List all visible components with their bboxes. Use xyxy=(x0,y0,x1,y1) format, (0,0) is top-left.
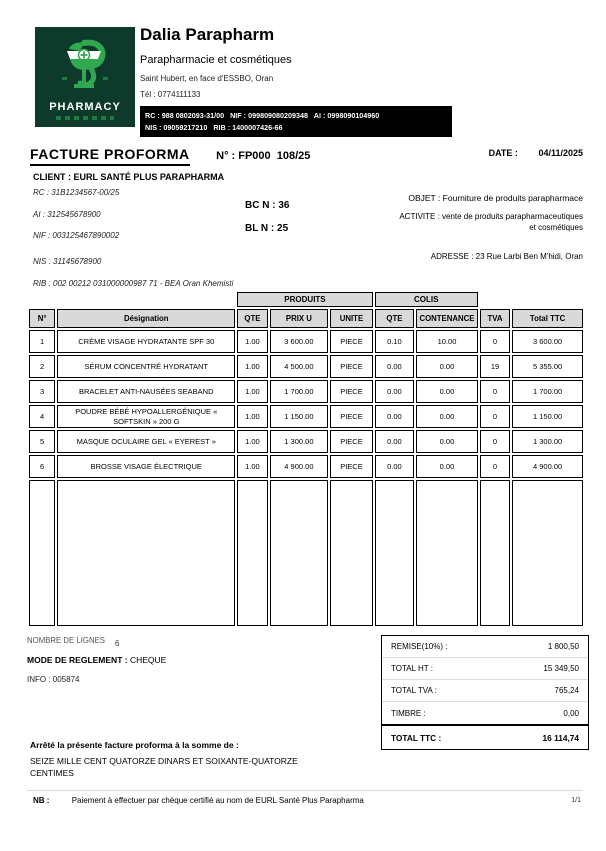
group-spacer-left xyxy=(29,292,235,307)
cell-qte-colis: 0.10 xyxy=(375,330,414,353)
totals-box xyxy=(381,635,589,750)
client-ai: AI : 312545678900 xyxy=(33,209,101,219)
cell-total-ttc: 1 700.00 xyxy=(512,380,583,403)
total-row-tva xyxy=(382,680,588,702)
total-tva-value: 765,24 xyxy=(554,686,579,695)
group-header-row xyxy=(29,292,583,307)
cell-num: 3 xyxy=(29,380,55,403)
table-row xyxy=(29,355,583,378)
cell-unite: PIECE xyxy=(330,455,372,478)
company-header xyxy=(140,25,460,137)
cell-tva: 0 xyxy=(480,380,510,403)
cell-total-ttc: 3 600.00 xyxy=(512,330,583,353)
table-row xyxy=(29,405,583,428)
payment-mode-value: CHEQUE xyxy=(129,655,167,665)
cell-qte: 1.00 xyxy=(237,355,267,378)
timbre-value: 0,00 xyxy=(563,708,579,718)
cell-qte-colis: 0.00 xyxy=(375,355,414,378)
total-row-timbre xyxy=(382,702,588,724)
payment-mode-label: MODE DE REGLEMENT : xyxy=(27,655,128,665)
legal-line-2: NIS : 09059217210 RIB : 1400007426-66 xyxy=(145,122,283,132)
info-number: INFO : 005874 xyxy=(27,675,80,684)
cell-qte-colis: 0.00 xyxy=(375,430,414,453)
cell-designation: BRACELET ANTI-NAUSÉES SEABAND xyxy=(57,380,235,403)
company-tagline: Parapharmacie et cosmétiques xyxy=(140,54,292,66)
order-references xyxy=(245,200,289,246)
col-header-contenance: CONTENANCE xyxy=(416,309,478,328)
activite-line-2: et cosmétiques xyxy=(529,222,583,232)
cell-designation: SÉRUM CONCENTRÉ HYDRATANT xyxy=(57,355,235,378)
col-header-unite: UNITE xyxy=(330,309,372,328)
invoice-title-row xyxy=(30,146,583,166)
company-legal-bar xyxy=(140,106,452,137)
payment-mode xyxy=(27,655,166,665)
cell-contenance: 0.00 xyxy=(416,355,478,378)
bl-number: BL N : 25 xyxy=(245,223,289,234)
cell-prix-u: 3 600.00 xyxy=(270,330,329,353)
amount-intro: Arrêté la présente facture proforma à la somme de : xyxy=(30,740,239,750)
cell-designation: BROSSE VISAGE ÉLECTRIQUE xyxy=(57,455,235,478)
cell-unite: PIECE xyxy=(330,330,372,353)
cell-prix-u: 1 300.00 xyxy=(270,430,329,453)
lines-count xyxy=(27,636,166,648)
cell-total-ttc: 4 900.00 xyxy=(512,455,583,478)
invoice-date xyxy=(489,148,583,158)
cell-qte-colis: 0.00 xyxy=(375,455,414,478)
col-header-tva: TVA xyxy=(480,309,510,328)
empty-filler-row xyxy=(29,480,583,626)
amount-words-line-2: CENTIMES xyxy=(30,768,74,779)
bc-number: BC N : 36 xyxy=(245,200,290,211)
cell-total-ttc: 1 150.00 xyxy=(512,405,583,428)
cell-contenance: 0.00 xyxy=(416,455,478,478)
summary-left-block xyxy=(27,636,166,684)
total-row-ht xyxy=(382,658,588,680)
col-header-total-ttc: Total TTC xyxy=(512,309,583,328)
table-row xyxy=(29,455,583,478)
group-colis: COLIS xyxy=(375,292,478,307)
nb-label: NB : xyxy=(33,796,50,805)
date-label: DATE : xyxy=(488,148,518,158)
logo-subtext-decoration xyxy=(56,116,114,120)
cell-tva: 0 xyxy=(480,330,510,353)
cell-tva: 0 xyxy=(480,430,510,453)
cell-num: 4 xyxy=(29,405,55,428)
cell-designation: MASQUE OCULAIRE GEL « EYEREST » xyxy=(57,430,235,453)
client-name-line: CLIENT : EURL SANTÉ PLUS PARAPHARMA xyxy=(33,172,225,182)
adresse-line: ADRESSE : 23 Rue Larbi Ben M'hidi, Oran xyxy=(430,251,583,261)
cell-contenance: 0.00 xyxy=(416,380,478,403)
pharmacy-bowl-icon xyxy=(54,37,116,99)
cell-prix-u: 1 700.00 xyxy=(270,380,329,403)
nb-note xyxy=(33,796,583,805)
total-tva-label: TOTAL TVA : xyxy=(391,686,437,695)
invoice-number: N° : FP000 108/25 xyxy=(216,150,311,162)
cell-tva: 0 xyxy=(480,455,510,478)
cell-qte: 1.00 xyxy=(237,430,267,453)
cell-designation: CRÈME VISAGE HYDRATANTE SPF 30 xyxy=(57,330,235,353)
col-header-qte: QTE xyxy=(237,309,267,328)
date-value: 04/11/2025 xyxy=(538,148,583,158)
col-header-designation: Désignation xyxy=(57,309,235,328)
cell-tva: 19 xyxy=(480,355,510,378)
cell-num: 6 xyxy=(29,455,55,478)
company-logo xyxy=(35,27,135,127)
remise-label: REMISE(10%) : xyxy=(391,642,448,651)
nb-text: Paiement à effectuer par chèque certifié au nom de EURL Santé Plus Parapharma xyxy=(71,796,364,805)
order-info xyxy=(323,193,583,261)
activite-line xyxy=(323,212,583,234)
remise-value: 1 800,50 xyxy=(547,642,579,651)
cell-qte: 1.00 xyxy=(237,405,267,428)
total-ht-label: TOTAL HT : xyxy=(391,664,433,673)
table-row xyxy=(29,330,583,353)
col-header-qte-colis: QTE xyxy=(375,309,414,328)
cell-total-ttc: 1 300.00 xyxy=(512,430,583,453)
cell-contenance: 0.00 xyxy=(416,430,478,453)
invoice-title: FACTURE PROFORMA xyxy=(30,146,190,166)
cell-prix-u: 4 500.00 xyxy=(270,355,329,378)
client-rib: RIB : 002 00212 031000000987 71 - BEA Oran Khemisti xyxy=(33,278,234,288)
table-row xyxy=(29,430,583,453)
cell-qte: 1.00 xyxy=(237,455,267,478)
column-header-row xyxy=(29,309,583,328)
company-address: Saint Hubert, en face d'ESSBO, Oran xyxy=(140,74,274,83)
page-number: 1/1 xyxy=(571,797,581,804)
cell-prix-u: 1 150.00 xyxy=(270,405,329,428)
cell-designation: POUDRE BÉBÉ HYPOALLERGÉNIQUE « SOFTSKIN » 200 G xyxy=(57,405,235,428)
company-phone: Tél : 0774111133 xyxy=(140,90,201,99)
client-nif: NIF : 003125467890002 xyxy=(33,231,120,240)
cell-prix-u: 4 900.00 xyxy=(270,455,329,478)
cell-contenance: 10.00 xyxy=(416,330,478,353)
lines-count-label: NOMBRE DE LIGNES xyxy=(27,636,105,645)
cell-qte: 1.00 xyxy=(237,330,267,353)
total-ttc-label: TOTAL TTC : xyxy=(391,732,442,743)
cell-tva: 0 xyxy=(480,405,510,428)
amount-in-words xyxy=(30,755,330,780)
group-spacer-right xyxy=(480,292,583,307)
table-row xyxy=(29,380,583,403)
cell-qte: 1.00 xyxy=(237,380,267,403)
footer-divider xyxy=(27,790,583,791)
col-header-num: N° xyxy=(29,309,55,328)
lines-count-value: 6 xyxy=(114,639,120,648)
timbre-label: TIMBRE : xyxy=(391,708,426,718)
cell-unite: PIECE xyxy=(330,380,372,403)
cell-unite: PIECE xyxy=(330,405,372,428)
client-legal-info xyxy=(33,188,253,300)
logo-pharmacy-label: PHARMACY xyxy=(49,101,121,113)
company-name: Dalia Parapharm xyxy=(140,25,275,44)
cell-unite: PIECE xyxy=(330,430,372,453)
total-row-ttc xyxy=(382,724,588,749)
cell-unite: PIECE xyxy=(330,355,372,378)
group-produits: PRODUITS xyxy=(237,292,372,307)
cell-qte-colis: 0.00 xyxy=(375,405,414,428)
cell-contenance: 0.00 xyxy=(416,405,478,428)
cell-qte-colis: 0.00 xyxy=(375,380,414,403)
items-table xyxy=(27,290,585,628)
total-ttc-value: 16 114,74 xyxy=(542,732,579,743)
objet-line: OBJET : Fourniture de produits parapharmace xyxy=(408,193,583,203)
client-rc: RC : 31B1234567-00/25 xyxy=(33,188,120,197)
amount-words-line-1: SEIZE MILLE CENT QUATORZE DINARS ET SOIXANTE-QUATORZE xyxy=(30,756,298,766)
total-ht-value: 15 349,50 xyxy=(543,664,579,673)
client-nis: NIS : 31145678900 xyxy=(33,257,102,266)
cell-num: 2 xyxy=(29,355,55,378)
legal-line-1: RC : 988 0802093-31/00 NIF : 099809080209348 AI : 0998090104960 xyxy=(145,111,380,120)
items-table-wrapper xyxy=(27,290,585,628)
cell-total-ttc: 5 355.00 xyxy=(512,355,583,378)
activite-line-1: ACTIVITE : vente de produits parapharmaceutiques xyxy=(399,212,583,221)
col-header-prix-u: PRIX U xyxy=(270,309,329,328)
cell-num: 1 xyxy=(29,330,55,353)
cell-num: 5 xyxy=(29,430,55,453)
total-row-remise xyxy=(382,636,588,658)
